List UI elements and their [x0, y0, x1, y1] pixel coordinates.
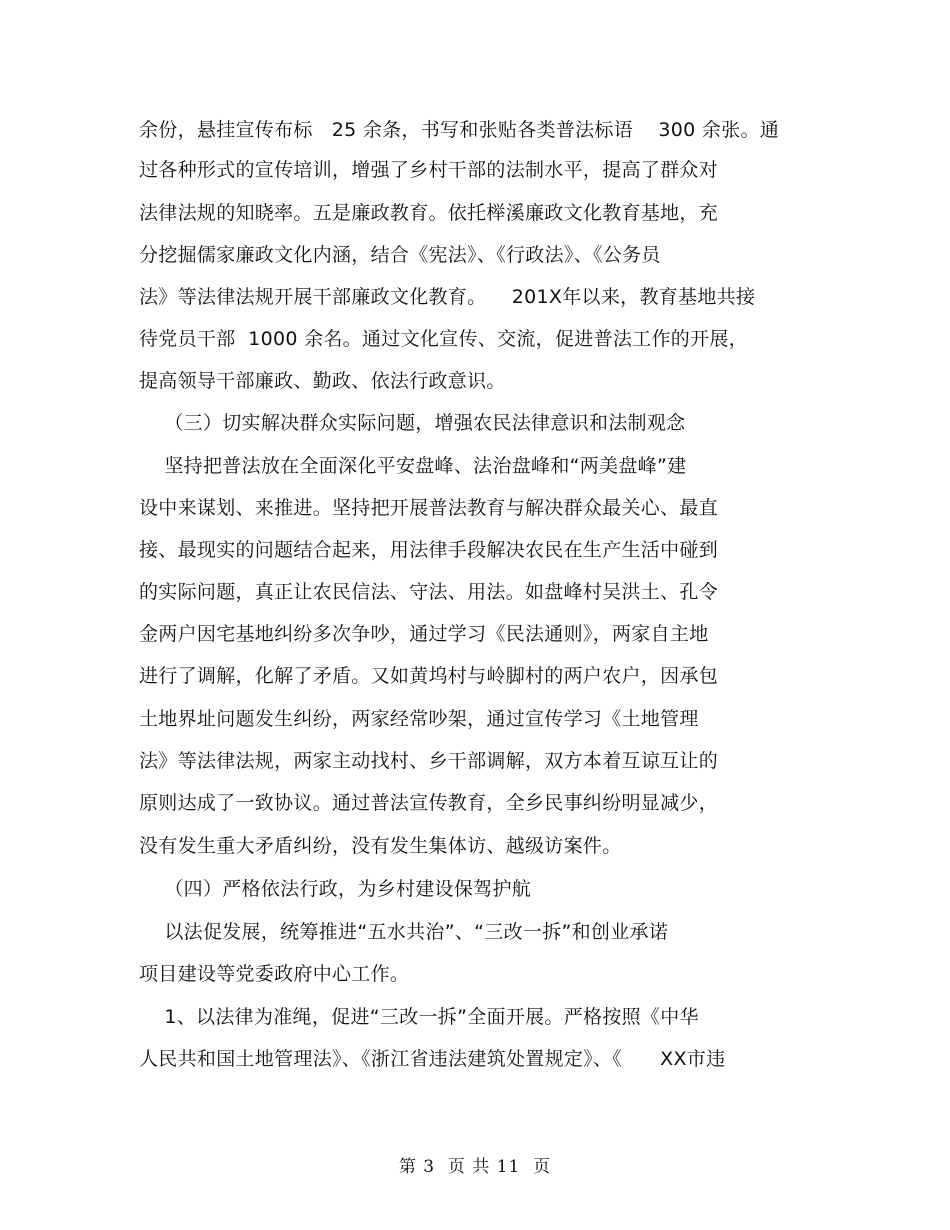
- body-text-line: 法》等法律法规开展干部廉政文化教育。 201X年以来，教育基地共接: [139, 286, 756, 308]
- body-text-line: 进行了调解，化解了矛盾。又如黄坞村与岭脚村的两户农户，因承包: [139, 665, 719, 687]
- body-text-line: 法律法规的知晓率。五是廉政教育。依托榉溪廉政文化教育基地，充: [139, 202, 719, 224]
- body-text-line: 待党员干部 1000 余名。通过文化宣传、交流，促进普法工作的开展，: [139, 328, 748, 350]
- body-text-line: 原则达成了一致协议。通过普法宣传教育，全乡民事纠纷明显减少，: [139, 792, 719, 814]
- body-text-line: 以法促发展，统筹推进“五水共治”、“三改一拆”和创业承诺: [139, 921, 669, 943]
- body-text-line: 金两户因宅基地纠纷多次争吵，通过学习《民法通则》，两家自主地: [139, 623, 709, 645]
- body-text-line: 过各种形式的宣传培训，增强了乡村干部的法制水平，提高了群众对: [139, 159, 719, 181]
- section-heading-4: （四）严格依法行政，为乡村建设保驾护航: [139, 878, 532, 900]
- section-heading-3: （三）切实解决群众实际问题，增强农民法律意识和法制观念: [139, 412, 686, 434]
- body-text-line: 坚持把普法放在全面深化平安盘峰、法治盘峰和“两美盘峰”建: [139, 455, 687, 477]
- page-number-footer: 第 3 页 共 11 页: [398, 1157, 552, 1177]
- body-text-line: 法》等法律法规，两家主动找村、乡干部调解，双方本着互谅互让的: [139, 750, 719, 772]
- body-text-line: 1、以法律为准绳，促进“三改一拆”全面开展。严格按照《中华: [139, 1006, 699, 1028]
- body-text-line: 没有发生重大矛盾纠纷，没有发生集体访、越级访案件。: [139, 835, 622, 857]
- body-text-line: 人民共和国土地管理法》、《浙江省违法建筑处置规定》、《 XX市违: [139, 1048, 726, 1070]
- body-text-line: 项目建设等党委政府中心工作。: [139, 963, 410, 985]
- body-text-line: 的实际问题，真正让农民信法、守法、用法。如盘峰村吴洪土、孔令: [139, 581, 719, 603]
- body-text-line: 余份，悬挂宣传布标 25 余条，书写和张贴各类普法标语 300 余张。通: [139, 119, 780, 141]
- body-text-line: 接、最现实的问题结合起来，用法律手段解决农民在生产生活中碰到: [139, 539, 719, 561]
- body-text-line: 土地界址问题发生纠纷，两家经常吵架，通过宣传学习《土地管理: [139, 708, 699, 730]
- body-text-line: 提高领导干部廉政、勤政、依法行政意识。: [139, 370, 506, 392]
- body-text-line: 分挖掘儒家廉政文化内涵，结合《宪法》、《行政法》、《公务员: [139, 244, 661, 266]
- body-text-line: 设中来谋划、来推进。坚持把开展普法教育与解决群众最关心、最直: [139, 497, 719, 519]
